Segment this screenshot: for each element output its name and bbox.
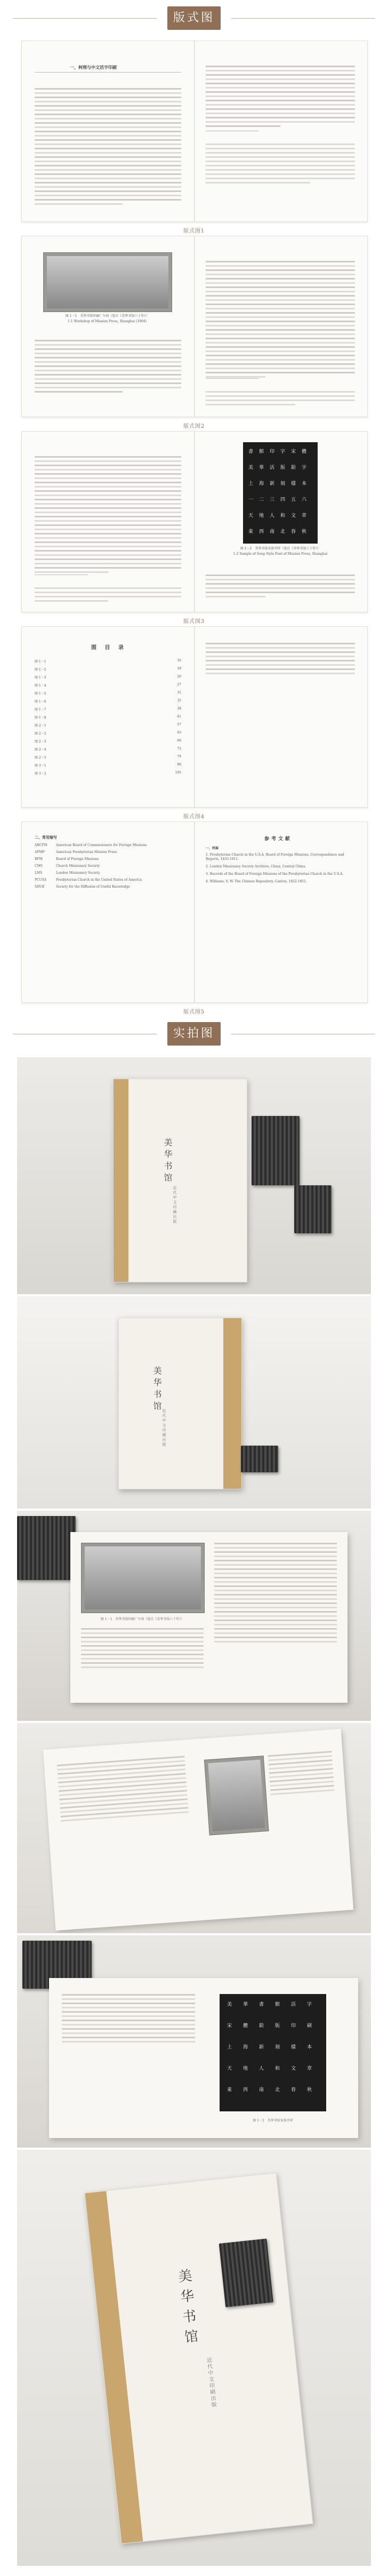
toc-item — [35, 723, 181, 728]
left-page — [22, 236, 194, 417]
abbr-code: BFM — [35, 857, 43, 861]
toc-title: 图 目 录 — [91, 645, 127, 651]
product-photo-2 — [17, 1296, 371, 1509]
toc-list-continued — [206, 643, 355, 677]
toc-item — [35, 691, 181, 696]
toc-item-page: 31 — [177, 691, 181, 695]
product-photo-6 — [17, 2150, 371, 2566]
abbr-full: Society for the Diffusion of Useful Knowledge — [56, 885, 130, 889]
toc-item-label: 图 1－6 — [35, 700, 46, 704]
toc-list — [35, 659, 181, 779]
abbr-item — [35, 871, 181, 875]
body-text — [268, 1751, 335, 1798]
book-spine — [114, 1079, 128, 1282]
spread-label: 版式图4 — [183, 814, 205, 820]
toc-item-page: 72 — [177, 747, 181, 751]
photo-section-banner — [0, 1018, 388, 1050]
divider — [231, 18, 375, 19]
figure-caption-en: 1-1 Workshop of Mission Press, Shanghai (1904) — [68, 320, 147, 323]
book-spread-4 — [21, 626, 368, 808]
abbr-title: 二、常用缩写 — [35, 835, 57, 840]
toc-item-page: 27 — [177, 683, 181, 687]
left-page — [22, 41, 194, 221]
spread-label: 版式图3 — [183, 619, 205, 625]
footnotes — [206, 135, 355, 195]
product-photo-4 — [17, 1723, 371, 1933]
footnotes — [206, 382, 355, 417]
right-page — [195, 236, 367, 417]
toc-item-page: 18 — [177, 667, 181, 671]
photo-caption: 图 1－1 美华书馆印刷厂车间（选自《美华书馆六十年》） — [100, 1617, 184, 1621]
body-text — [206, 252, 355, 389]
toc-item-page: 57 — [177, 723, 181, 727]
right-page — [195, 627, 367, 807]
left-page — [22, 822, 194, 1002]
toc-item — [35, 739, 181, 744]
abbr-code: LMS — [35, 871, 43, 875]
references-title: 参考文献 — [264, 836, 293, 842]
body-text — [35, 448, 181, 584]
toc-item-page: 20 — [177, 675, 181, 679]
abbr-code: PCUSA — [35, 878, 47, 882]
toc-item-page: 96 — [177, 763, 181, 767]
open-book — [49, 1978, 358, 2138]
abbr-item — [35, 857, 181, 861]
divider — [35, 72, 181, 73]
book-spine — [223, 1318, 241, 1489]
abbr-full: American Board of Commissioners for Foreign Missions — [56, 843, 147, 847]
abbr-list — [35, 843, 181, 892]
abbr-full: Board of Foreign Missions — [56, 857, 99, 861]
body-text — [62, 1994, 195, 2045]
chapter-title: 一、柯理与中文活字印刷 — [70, 65, 117, 70]
body-text — [206, 57, 355, 138]
book-subtitle: 近代中文印刷出版 — [205, 2357, 216, 2409]
toc-item-label: 图 1－4 — [35, 684, 46, 688]
toc-item — [35, 659, 181, 664]
body-text — [81, 1628, 204, 1671]
footnotes — [35, 579, 181, 613]
abbr-item — [35, 878, 181, 882]
portrait-photo — [204, 1756, 269, 1835]
type-block-image — [252, 1116, 300, 1185]
toc-item — [35, 699, 181, 704]
toc-item-page: 63 — [177, 731, 181, 735]
type-block-image — [294, 1185, 332, 1233]
abbr-full: London Missionary Society — [56, 871, 100, 875]
toc-item — [35, 771, 181, 776]
toc-item — [35, 747, 181, 752]
spread-label: 版式图2 — [183, 424, 205, 429]
left-page — [22, 432, 194, 612]
references-list — [206, 853, 355, 887]
toc-item-page: 35 — [177, 699, 181, 703]
body-text — [35, 331, 181, 404]
toc-item — [35, 683, 181, 688]
abbr-code: ABCFM — [35, 843, 47, 847]
abbr-item — [35, 850, 181, 854]
layout-section-banner — [0, 2, 388, 34]
figure-caption: 图 1－2 美华书馆宋体字样（选自《美华书馆六十年》） — [240, 547, 321, 551]
footnote-rule — [206, 378, 259, 379]
references-heading: 一、档案 — [206, 847, 219, 850]
toc-item-label: 图 3－2 — [35, 772, 46, 776]
toc-item-label: 图 2－2 — [35, 732, 46, 736]
section-tag: 实拍图 — [167, 1022, 221, 1046]
product-photo-1 — [17, 1057, 371, 1294]
abbr-item — [35, 843, 181, 847]
spread-label: 版式图1 — [183, 228, 205, 234]
reference-item: 3. Records of the Board of Foreign Missions of the Presbyterian Church in the U.S.A. — [206, 872, 344, 876]
book-cover — [113, 1079, 247, 1282]
book-cover — [84, 2173, 313, 2544]
body-text — [214, 1543, 337, 1645]
type-block-image — [219, 2238, 273, 2307]
toc-item-label: 图 1－8 — [35, 716, 46, 720]
abbr-code: CMS — [35, 864, 43, 868]
abbr-code: SDUK — [35, 885, 45, 889]
type-block-image — [241, 1446, 278, 1472]
reference-item: 1. Presbyterian Church in the U.S.A. Board of Foreign Missions. Correspondence and Reports, 1833-1911. — [206, 853, 345, 861]
abbr-item — [35, 864, 181, 868]
book-spine — [85, 2191, 143, 2543]
toc-item-page: 41 — [177, 715, 181, 719]
spread-label: 版式图5 — [183, 1009, 205, 1015]
toc-item-label: 图 1－1 — [35, 660, 46, 664]
toc-item — [35, 763, 181, 768]
toc-item — [35, 755, 181, 760]
toc-item-label: 图 2－4 — [35, 748, 46, 752]
reference-item: 4. Williams, S. W. The Chinese Repository. Canton, 1832-1851. — [206, 880, 307, 883]
toc-item-label: 图 2－5 — [35, 756, 46, 760]
reference-item: 2. London Missionary Society Archives, China, Central China. — [206, 865, 306, 868]
toc-item-label: 图 2－1 — [35, 724, 46, 728]
book-title: 美华书馆 — [152, 1366, 162, 1413]
book-title: 美华书馆 — [175, 2268, 200, 2350]
figure-caption-en: 1-2 Sample of Song Style Font of Mission Press, Shanghai — [233, 552, 328, 556]
book-spread-1 — [21, 41, 368, 222]
figure-caption: 图 1－1 美华书馆印刷厂车间（选自《美华书馆六十年》） — [65, 314, 149, 318]
product-photo-5 — [17, 1935, 371, 2148]
toc-item-page: 38 — [177, 707, 181, 711]
font-sample-image: 書 館 印 字 宋 體 美 華 活 版 鉛 字 上 海 新 刻 樣 本 一 二 三 四 五 六 天 地 人 和 文 章 東 西 南 北 春 秋 — [243, 442, 318, 544]
right-page — [195, 822, 367, 1002]
toc-item — [35, 707, 181, 712]
toc-item-label: 图 3－1 — [35, 764, 46, 768]
abbr-item — [35, 885, 181, 889]
body-text — [57, 1756, 189, 1824]
book-spread-3 — [21, 431, 368, 612]
left-page — [22, 627, 194, 807]
toc-item-label: 图 1－5 — [35, 692, 46, 696]
abbr-full: Presbyterian Church in the United States of America — [56, 878, 142, 882]
book-subtitle: 近代中文印刷出版 — [162, 1409, 166, 1447]
right-page — [195, 41, 367, 221]
abbr-full: Church Missionary Society — [56, 864, 100, 868]
toc-item-label: 图 1－2 — [35, 668, 46, 672]
book-spread-2 — [21, 236, 368, 417]
book-title: 美华书馆 — [163, 1138, 173, 1185]
divider — [13, 18, 157, 19]
abbr-code: APMP — [35, 850, 45, 854]
type-block-image — [17, 1516, 76, 1580]
book-spread-5 — [21, 822, 368, 1003]
toc-item-page: 66 — [177, 739, 181, 743]
font-sample-image: 美 華 書 館 活 字 宋 體 鉛 版 印 刷 上 海 新 刻 樣 本 天 地 人 和 文 章 東 西 南 北 春 秋 — [220, 1994, 326, 2111]
toc-item — [35, 667, 181, 672]
toc-item-label: 图 2－3 — [35, 740, 46, 744]
toc-item-label: 图 1－7 — [35, 708, 46, 712]
abbr-full: American Presbyterian Mission Press — [56, 850, 117, 854]
right-page — [195, 432, 367, 612]
body-text — [206, 566, 355, 609]
toc-item — [35, 731, 181, 736]
open-book — [43, 1729, 353, 1931]
workshop-photo — [43, 252, 172, 312]
toc-item-label: 图 1－3 — [35, 676, 46, 680]
photo-caption: 图 1－2 美华书馆宋体字样 — [253, 2119, 293, 2123]
toc-item — [35, 675, 181, 680]
workshop-photo — [81, 1543, 205, 1613]
book-subtitle: 近代中文印刷出版 — [173, 1186, 177, 1224]
open-book — [70, 1532, 347, 1703]
toc-item-page: 105 — [175, 771, 181, 775]
toc-item — [35, 715, 181, 720]
body-text — [35, 79, 181, 216]
toc-item-page: 16 — [177, 659, 181, 663]
toc-item-page: 79 — [177, 755, 181, 759]
section-tag: 版式图 — [167, 6, 221, 30]
book-cover — [118, 1318, 242, 1489]
product-photo-3 — [17, 1511, 371, 1721]
